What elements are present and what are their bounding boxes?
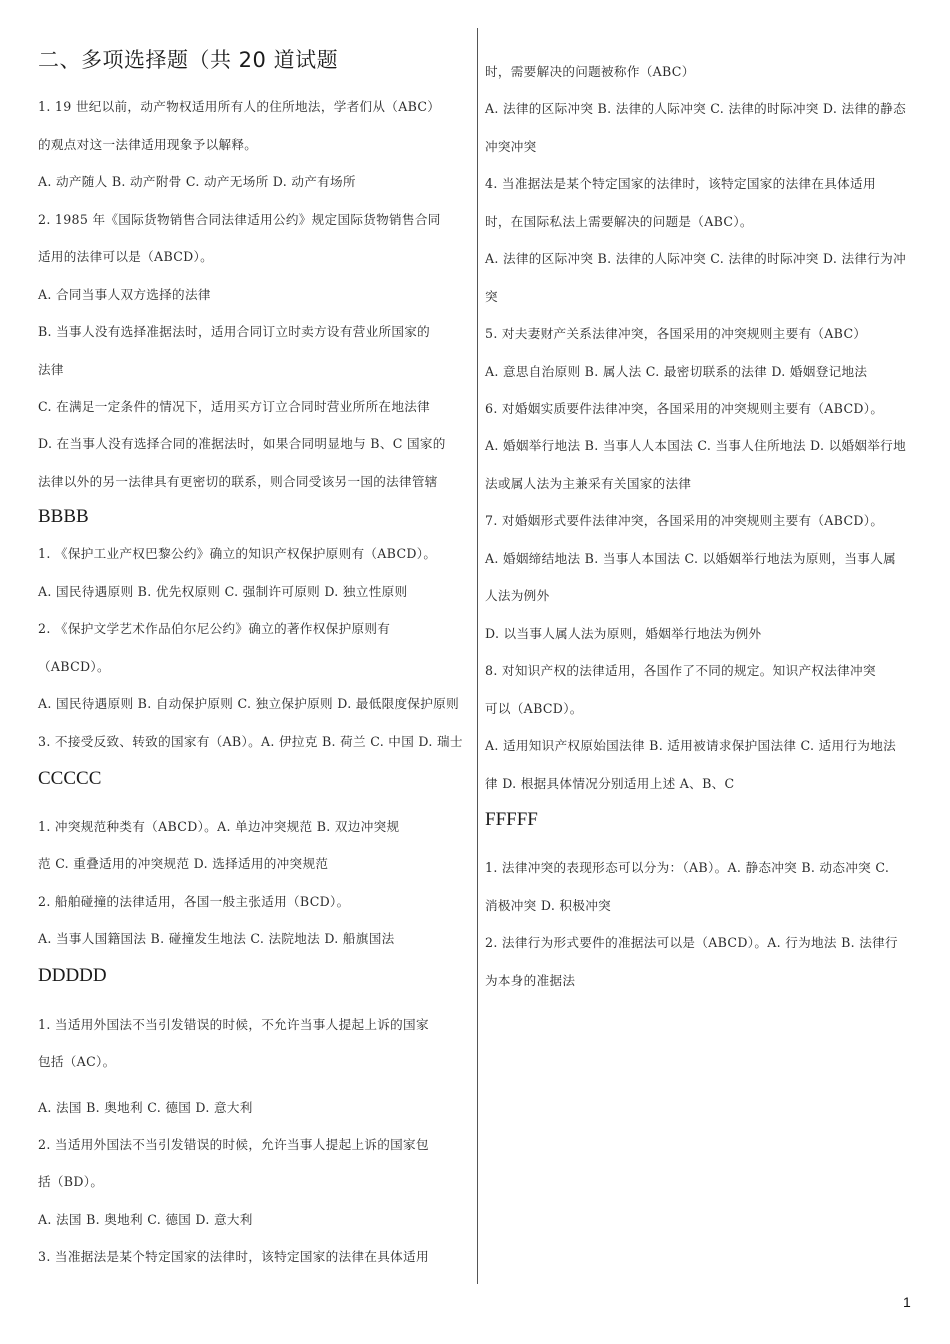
column-divider (477, 28, 478, 1284)
page-number: 1 (903, 1294, 911, 1310)
text-line: A. 婚姻举行地法 B. 当事人人本国法 C. 当事人住所地法 D. 以婚姻举行地 (485, 438, 906, 453)
text-line: 法律 (38, 362, 64, 377)
text-line: A. 适用知识产权原始国法律 B. 适用被请求保护国法律 C. 适用行为地法 (485, 738, 896, 753)
text-line: 1. 法律冲突的表现形态可以分为：（AB）。A. 静态冲突 B. 动态冲突 C. (485, 860, 890, 875)
text-line: 为本身的准据法 (485, 973, 576, 988)
text-line: 5. 对夫妻财产关系法律冲突，各国采用的冲突规则主要有（ABC） (485, 326, 867, 341)
text-line: 适用的法律可以是（ABCD）。 (38, 249, 214, 264)
section-heading: CCCCC (38, 768, 102, 789)
text-line: （ABCD）。 (38, 659, 110, 674)
text-line: 1. 冲突规范种类有（ABCD）。A. 单边冲突规范 B. 双边冲突规 (38, 819, 400, 834)
text-line: 4. 当准据法是某个特定国家的法律时，该特定国家的法律在具体适用 (485, 176, 876, 191)
text-line: 6. 对婚姻实质要件法律冲突，各国采用的冲突规则主要有（ABCD）。 (485, 401, 884, 416)
text-line: 法或属人法为主兼采有关国家的法律 (485, 476, 692, 491)
text-line: 3. 不接受反致、转致的国家有（AB）。A. 伊拉克 B. 荷兰 C. 中国 D. 瑞士 (38, 734, 463, 749)
text-line: 2. 《保护文学艺术作品伯尔尼公约》确立的著作权保护原则有 (38, 621, 391, 636)
text-line: A. 国民待遇原则 B. 优先权原则 C. 强制许可原则 D. 独立性原则 (38, 584, 408, 599)
text-line: 1. 《保护工业产权巴黎公约》确立的知识产权保护原则有（ABCD）。 (38, 546, 437, 561)
text-line: 消极冲突 D. 积极冲突 (485, 898, 612, 913)
text-line: C. 在满足一定条件的情况下，适用买方订立合同时营业所所在地法律 (38, 399, 431, 414)
text-line: A. 法国 B. 奥地利 C. 德国 D. 意大利 (38, 1100, 253, 1115)
text-line: 1. 19 世纪以前，动产物权适用所有人的住所地法，学者们从（ABC） (38, 99, 441, 114)
section-heading: DDDDD (38, 965, 107, 986)
text-line: 2. 当适用外国法不当引发错误的时候，允许当事人提起上诉的国家包 (38, 1137, 429, 1152)
text-line: B. 当事人没有选择准据法时，适用合同订立时卖方设有营业所国家的 (38, 324, 431, 339)
text-line: A. 动产随人 B. 动产附骨 C. 动产无场所 D. 动产有场所 (38, 174, 356, 189)
text-line: 1. 当适用外国法不当引发错误的时候，不允许当事人提起上诉的国家 (38, 1017, 429, 1032)
text-line: A. 国民待遇原则 B. 自动保护原则 C. 独立保护原则 D. 最低限度保护原则 (38, 696, 459, 711)
text-line: 3. 当准据法是某个特定国家的法律时，该特定国家的法律在具体适用 (38, 1249, 429, 1264)
text-line: 律 D. 根据具体情况分别适用上述 A、B、C (485, 776, 735, 791)
text-line: 时，在国际私法上需要解决的问题是（ABC）。 (485, 214, 753, 229)
section-title: 二、多项选择题（共 20 道试题 (38, 48, 339, 72)
text-line: 突 (485, 289, 498, 304)
text-line: A. 合同当事人双方选择的法律 (38, 287, 211, 302)
text-line: 人法为例外 (485, 588, 550, 603)
text-line: A. 法律的区际冲突 B. 法律的人际冲突 C. 法律的时际冲突 D. 法律的静态 (485, 101, 906, 116)
text-line: 8. 对知识产权的法律适用，各国作了不同的规定。知识产权法律冲突 (485, 663, 876, 678)
section-heading: BBBB (38, 506, 89, 527)
text-line: 的观点对这一法律适用现象予以解释。 (38, 137, 258, 152)
text-line: 2. 1985 年《国际货物销售合同法律适用公约》规定国际货物销售合同 (38, 212, 441, 227)
text-line: D. 在当事人没有选择合同的准据法时，如果合同明显地与 B、C 国家的 (38, 436, 446, 451)
text-line: 范 C. 重叠适用的冲突规范 D. 选择适用的冲突规范 (38, 856, 329, 871)
text-line: A. 意思自治原则 B. 属人法 C. 最密切联系的法律 D. 婚姻登记地法 (485, 364, 868, 379)
text-line: A. 婚姻缔结地法 B. 当事人本国法 C. 以婚姻举行地法为原则，当事人属 (485, 551, 896, 566)
text-line: 7. 对婚姻形式要件法律冲突，各国采用的冲突规则主要有（ABCD）。 (485, 513, 884, 528)
text-line: A. 法律的区际冲突 B. 法律的人际冲突 C. 法律的时际冲突 D. 法律行为冲 (485, 251, 906, 266)
text-line: 时，需要解决的问题被称作（ABC） (485, 64, 695, 79)
text-line: D. 以当事人属人法为原则，婚姻举行地法为例外 (485, 626, 762, 641)
text-line: A. 法国 B. 奥地利 C. 德国 D. 意大利 (38, 1212, 253, 1227)
section-heading: FFFFF (485, 809, 538, 830)
text-line: 法律以外的另一法律具有更密切的联系，则合同受该另一国的法律管辖 (38, 474, 438, 489)
text-line: 可以（ABCD）。 (485, 701, 583, 716)
text-line: 2. 船舶碰撞的法律适用，各国一般主张适用（BCD）。 (38, 894, 350, 909)
text-line: 包括（AC）。 (38, 1054, 116, 1069)
text-line: 2. 法律行为形式要件的准据法可以是（ABCD）。A. 行为地法 B. 法律行 (485, 935, 898, 950)
text-line: A. 当事人国籍国法 B. 碰撞发生地法 C. 法院地法 D. 船旗国法 (38, 931, 395, 946)
text-line: 括（BD）。 (38, 1174, 104, 1189)
text-line: 冲突冲突 (485, 139, 537, 154)
